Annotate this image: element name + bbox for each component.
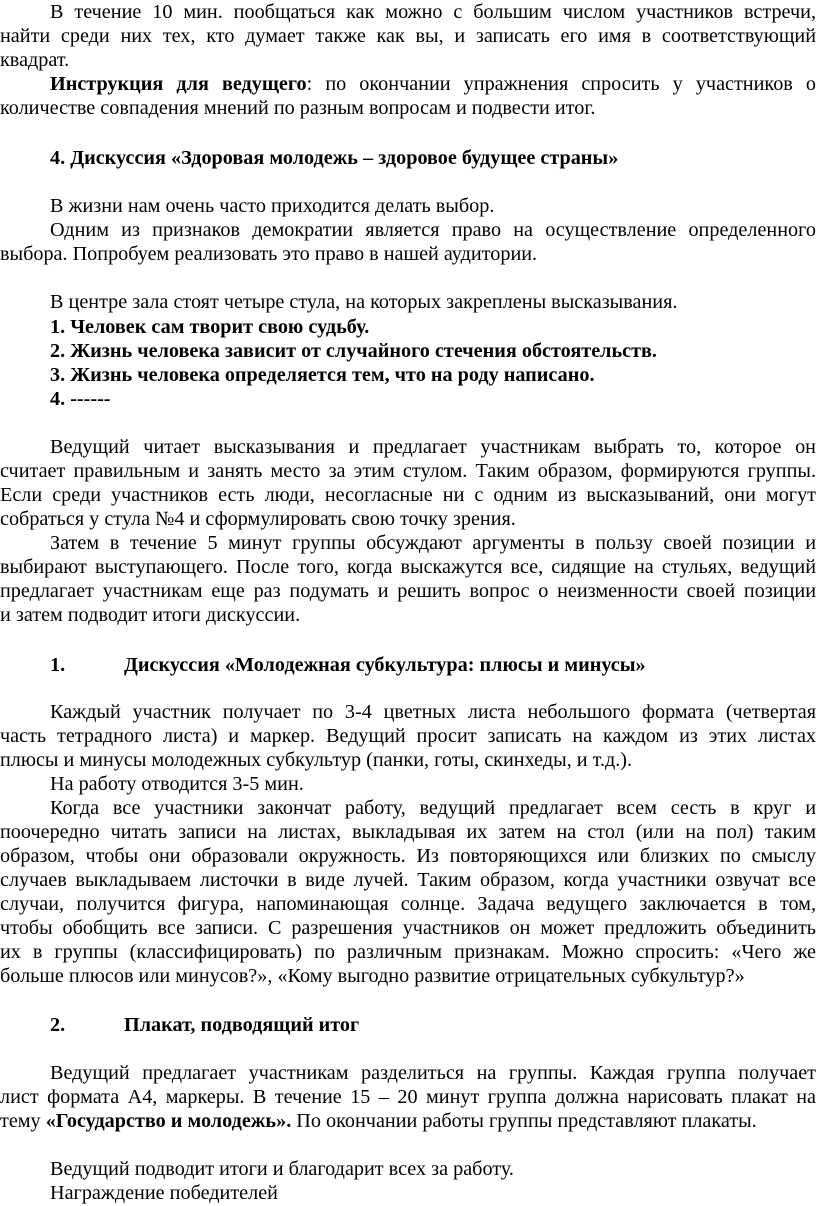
section-1-paragraph-1-line: часть тетрадного листа) и маркер. Ведущий просит записать на каждом из этих листах <box>0 725 816 747</box>
statement-item: 1. Человек сам творит свою судьбу. <box>50 316 370 338</box>
section-4-paragraph-4-line: Ведущий читает высказывания и предлагает участникам выбрать то, которое он <box>50 436 816 458</box>
section-4-heading: 4. Дискуссия «Здоровая молодежь – здоровое будущее страны» <box>50 147 619 169</box>
section-4-paragraph-3: В центре зала стоят четыре стула, на которых закреплены высказывания. <box>50 291 678 313</box>
section-4-paragraph-4-line: считает правильным и занять место за этим стулом. Таким образом, формируются группы. <box>0 460 816 482</box>
instruction-line-1 <box>0 72 816 96</box>
section-4-paragraph-5-line: Затем в течение 5 минут группы обсуждают аргументы в пользу своей позиции и <box>50 532 816 554</box>
section-4-paragraph-5-line: выбирают выступающего. После того, когда выскажутся все, сидящие на стульях, ведущий <box>0 556 816 578</box>
intro-line-2: найти среди них тех, кто думает также как вы, и записать его имя в соответствующий <box>0 25 816 47</box>
topic-prefix: тему <box>0 1110 46 1132</box>
section-4-paragraph-4-line: собраться у стула №4 и сформулировать свою точку зрения. <box>0 508 516 530</box>
section-1-paragraph-1-line: плюсы и минусы молодежных субкультур (панки, готы, скинхеды, и т.д.). <box>0 749 633 771</box>
section-2-paragraph-line: Ведущий предлагает участникам разделиться на группы. Каждая группа получает <box>50 1062 816 1084</box>
closing-line-2: Награждение победителей <box>50 1182 278 1204</box>
topic-suffix: По окончании работы группы представляют плакаты. <box>291 1110 757 1132</box>
statement-item: 4. ------ <box>50 388 111 410</box>
section-4-paragraph-2-line-1: Одним из признаков демократии является право на осуществление определенного <box>50 219 816 241</box>
intro-line-3: квадрат. <box>0 49 70 71</box>
statement-item: 3. Жизнь человека определяется тем, что на роду написано. <box>50 364 595 386</box>
section-1-number: 1. <box>50 654 66 676</box>
instruction-text: : по окончании упражнения спросить у участников о <box>306 73 816 95</box>
section-4-paragraph-1: В жизни нам очень часто приходится делать выбор. <box>50 195 495 217</box>
section-4-paragraph-2-line-2: выбора. Попробуем реализовать это право в нашей аудитории. <box>0 243 538 265</box>
section-2-paragraph-line: лист формата А4, маркеры. В течение 15 – 20 минут группа должна нарисовать плакат на <box>0 1086 816 1108</box>
section-1-paragraph-3-line: чтобы обобщить все записи. С разрешения участников он может предложить объединить <box>0 917 816 939</box>
section-1-paragraph-3-line: случаи, получится фигура, напоминающая солнце. Задача ведущего заключается в том, <box>0 893 816 915</box>
section-4-paragraph-5-line: и затем подводит итоги дискуссии. <box>0 604 301 626</box>
section-2-number: 2. <box>50 1014 66 1036</box>
section-1-paragraph-3-line: образом, чтобы они образовали окружность. Из повторяющихся или близких по смыслу <box>0 845 816 867</box>
poster-topic: «Государство и молодежь». <box>45 1110 292 1132</box>
instruction-line-2: количестве совпадения мнений по разным вопросам и подвести итог. <box>0 97 596 119</box>
section-2-title: Плакат, подводящий итог <box>124 1014 360 1036</box>
intro-line-1: В течение 10 мин. пообщаться как можно с большим числом участников встречи, <box>50 1 816 23</box>
section-1-paragraph-3-line: больше плюсов или минусов?», «Кому выгодно развитие отрицательных субкультур?» <box>0 965 745 987</box>
section-1-paragraph-2: На работу отводится 3-5 мин. <box>50 773 304 795</box>
section-1-paragraph-3-line: их в группы (классифицировать) по различным признакам. Можно спросить: «Чего же <box>0 941 816 963</box>
section-1-paragraph-3-line: поочередно читать записи на листах, выкладывая их затем на стол (или на пол) таким <box>0 821 816 843</box>
statement-item: 2. Жизнь человека зависит от случайного стечения обстоятельств. <box>50 340 657 362</box>
section-4-paragraph-5-line: предлагает участникам еще раз подумать и решить вопрос о неизменности своей позиции <box>0 580 816 602</box>
section-2-paragraph-line <box>0 1109 816 1133</box>
section-1-paragraph-3-line: случаев выкладываем листочки в виде лучей. Таким образом, когда участники озвучат все <box>0 869 816 891</box>
section-1-paragraph-3-line: Когда все участники закончат работу, ведущий предлагает всем сесть в круг и <box>50 797 816 819</box>
closing-line-1: Ведущий подводит итоги и благодарит всех за работу. <box>50 1158 514 1180</box>
section-1-paragraph-1-line: Каждый участник получает по 3-4 цветных листа небольшого формата (четвертая <box>50 701 816 723</box>
section-1-title: Дискуссия «Молодежная субкультура: плюсы и минусы» <box>124 654 646 676</box>
section-4-paragraph-4-line: Если среди участников есть люди, несогласные ни с одним из высказываний, они могут <box>0 484 816 506</box>
instruction-label: Инструкция для ведущего <box>50 73 307 95</box>
